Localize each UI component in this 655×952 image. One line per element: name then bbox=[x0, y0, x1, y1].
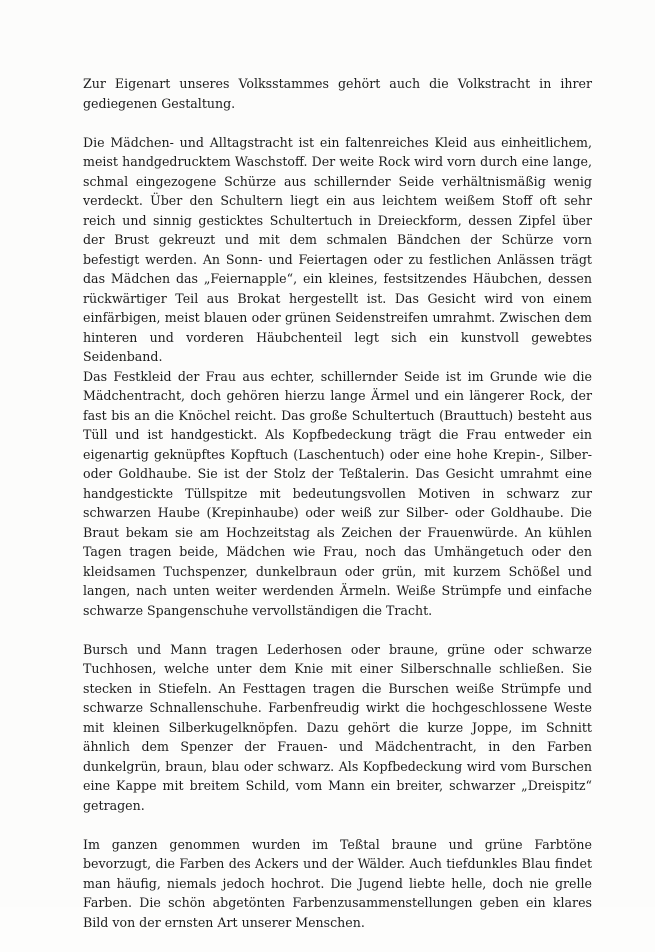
paragraph-festkleid-der-frau: Das Festkleid der Frau aus echter, schillernder Seide ist im Grunde wie die Mädchentracht, doch gehören hierzu lange Ärmel und ein längerer Rock, der fast bis an die Knöchel reicht. Das große Schultertuch (Brauttuch) besteht aus Tüll und ist handgestickt. Als Kopfbedeckung trägt die Frau entweder ein eigenartig geknüpftes Kopftuch (Laschentuch) oder eine hohe Krepin-, Silber- oder Goldhaube. Sie ist der Stolz der Teßtalerin. Das Gesicht umrahmt eine handgestickte Tüllspitze mit bedeutungsvollen Motiven in schwarz zur schwarzen Haube (Krepinhaube) oder weiß zur Silber- oder Goldhaube. Die Braut bekam sie am Hochzeitstag als Zeichen der Frauenwürde. An kühlen Tagen tragen beide, Mädchen wie Frau, noch das Umhängetuch oder den kleidsamen Tuchspenzer, dunkelbraun oder grün, mit kurzem Schößel und langen, nach unten weiter werdenden Ärmeln. Weiße Strümpfe und einfache schwarze Spangenschuhe vervollständigen die Tracht. bbox=[83, 368, 592, 618]
body-text bbox=[83, 74, 592, 952]
paragraph-introduction: Zur Eigenart unseres Volksstammes gehört auch die Volkstracht in ihrer gediegenen Gestaltung. bbox=[83, 76, 592, 111]
paragraph-farbtoene: Im ganzen genommen wurden im Teßtal braune und grüne Farbtöne bevorzugt, die Farben des Ackers und der Wälder. Auch tiefdunkles Blau findet man häufig, niemals jedoch hochrot. Die Jugend liebte helle, doch nie grelle Farben. Die schön abgetönten Farbenzusammenstellungen geben ein klares Bild von der ernsten Art unserer Menschen. bbox=[83, 836, 592, 930]
paragraph-bursch-und-mann: Bursch und Mann tragen Lederhosen oder braune, grüne oder schwarze Tuchhosen, welche unter dem Knie mit einer Silberschnalle schließen. Sie stecken in Stiefeln. An Festtagen tragen die Burschen weiße Strümpfe und schwarze Schnallenschuhe. Farbenfreudig wirkt die hochgeschlossene Weste mit kleinen Silberkugelknöpfen. Dazu gehört die kurze Joppe, im Schnitt ähnlich dem Spenzer der Frauen- und Mädchentracht, in den Farben dunkelgrün, braun, blau oder schwarz. Als Kopfbedeckung wird vom Burschen eine Kappe mit breitem Schild, vom Mann ein breiter, schwarzer „Dreispitz“ getragen. bbox=[83, 641, 592, 813]
paragraph-maedchentracht: Die Mädchen- und Alltagstracht ist ein faltenreiches Kleid aus einheitlichem, meist handgedrucktem Waschstoff. Der weite Rock wird vorn durch eine lange, schmal eingezogene Schürze aus schillernder Seide verhältnismäßig wenig verdeckt. Über den Schultern liegt ein aus leichtem weißem Stoff oft sehr reich und sinnig gesticktes Schultertuch in Dreieckform, dessen Zipfel über der Brust gekreuzt und mit dem schmalen Bändchen der Schürze vorn befestigt werden. An Sonn- und Feiertagen oder zu festlichen Anlässen trägt das Mädchen das „Feiernapple“, ein kleines, festsitzendes Häubchen, dessen rückwärtiger Teil aus Brokat hergestellt ist. Das Gesicht wird von einem einfärbigen, meist blauen oder grünen Seidenstreifen umrahmt. Zwischen dem hinteren und vorderen Häubchenteil legt sich ein kunstvoll gewebtes Seidenband. bbox=[83, 134, 592, 364]
